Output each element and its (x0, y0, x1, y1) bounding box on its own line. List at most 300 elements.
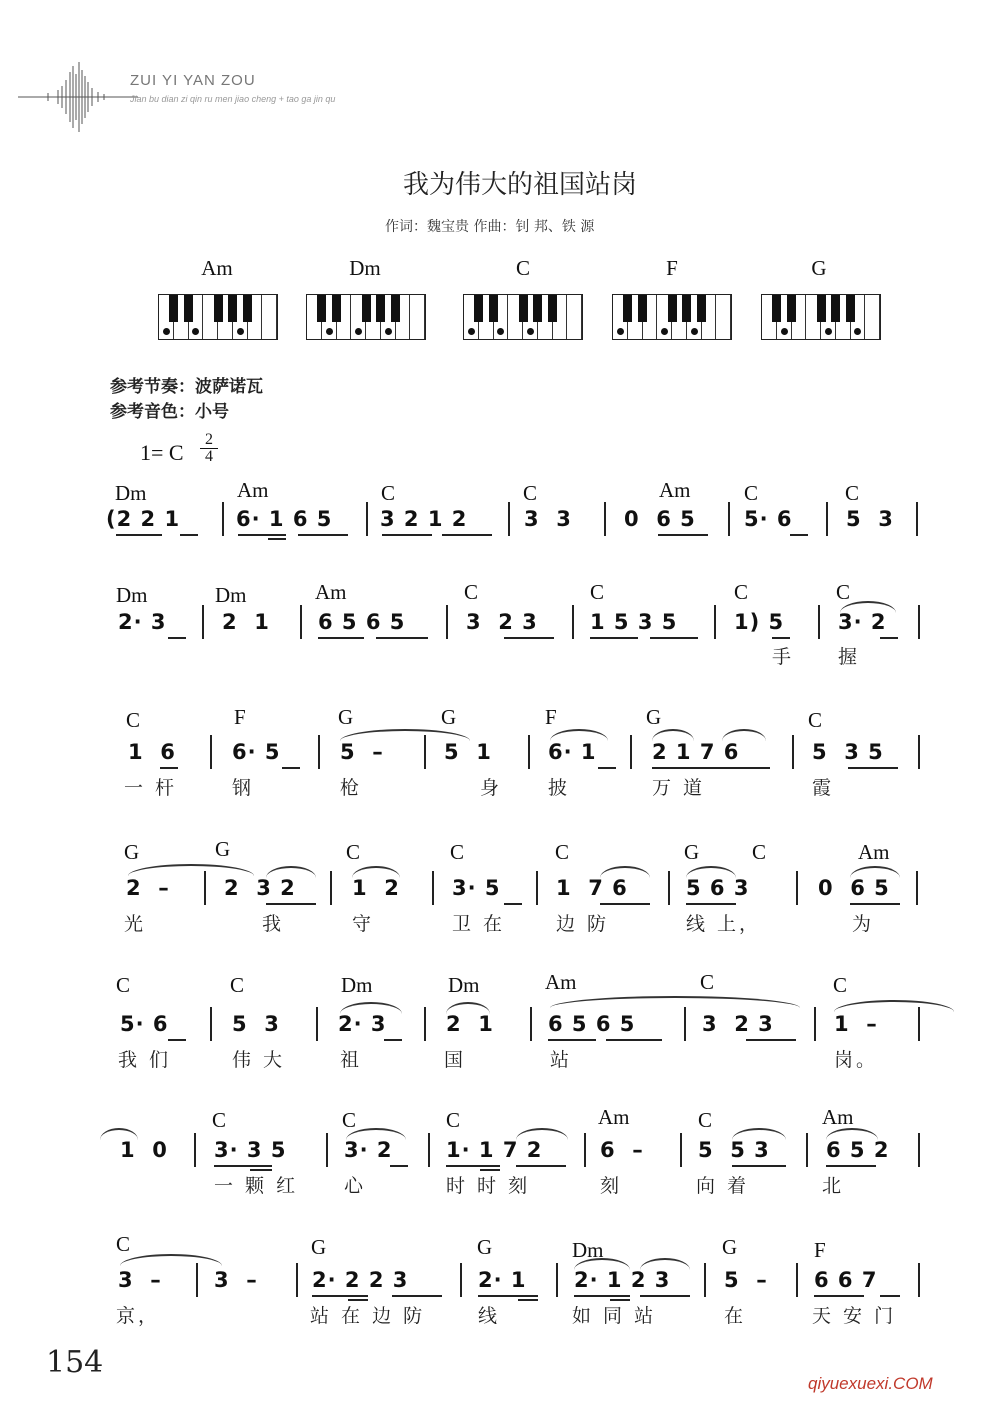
bar-line (684, 1007, 686, 1041)
black-key (668, 295, 677, 322)
keyboard-g-icon (761, 294, 881, 340)
slur-mark (652, 729, 694, 741)
soundwave-logo-icon (18, 62, 138, 132)
measure-notes: 2· 3 (338, 1012, 387, 1036)
measure-notes: 3· 2 (344, 1138, 393, 1162)
black-key (787, 295, 796, 322)
series-title: ZUI YI YAN ZOU (130, 72, 256, 89)
bar-line (210, 1007, 212, 1041)
eighth-beam (266, 903, 316, 905)
chord-symbol: F (234, 705, 246, 729)
lyric: 霞 (812, 777, 835, 799)
eighth-beam (826, 1165, 876, 1167)
chord-tone-dot (527, 328, 534, 335)
chord-symbol: C (342, 1108, 357, 1132)
black-key (548, 295, 557, 322)
meter-top: 2 (205, 431, 213, 448)
bar-line (916, 871, 918, 905)
eighth-beam (686, 903, 736, 905)
chord-name-dm: Dm (349, 256, 381, 280)
black-key (332, 295, 341, 322)
measure-notes: 0 6 5 (624, 507, 696, 531)
eighth-beam (318, 637, 364, 639)
bar-line (326, 1133, 328, 1167)
eighth-beam (880, 637, 898, 639)
eighth-beam (606, 1039, 662, 1041)
lyric: 站 在 边 防 (310, 1305, 426, 1327)
eighth-beam (392, 1295, 442, 1297)
chord-symbol: Am (822, 1105, 854, 1129)
eighth-beam (640, 1295, 690, 1297)
eighth-beam (504, 903, 522, 905)
chord-tone-dot (163, 328, 170, 335)
bar-line (714, 605, 716, 639)
measure-notes: 3 2 3 (702, 1012, 774, 1036)
bar-line (584, 1133, 586, 1167)
chord-symbol: C (744, 481, 759, 505)
bar-line (918, 735, 920, 769)
measure-notes: 2 1 (222, 610, 270, 634)
lyric: 心 (344, 1175, 367, 1197)
lyric: 边 防 (556, 913, 610, 935)
lyric: 万 道 (652, 777, 706, 799)
lyric: 握 (838, 646, 861, 668)
bar-line (918, 1133, 920, 1167)
chord-symbol: Dm (116, 583, 148, 607)
measure-notes: 5 5 3 (698, 1138, 770, 1162)
bar-line (528, 735, 530, 769)
black-key (489, 295, 498, 322)
measure-notes: 5 – (340, 740, 384, 764)
slur-mark (686, 866, 736, 878)
eighth-beam (160, 767, 178, 769)
chord-symbol: Am (598, 1105, 630, 1129)
chord-symbol: Am (237, 478, 269, 502)
measure-notes: 3· 5 (452, 876, 501, 900)
eighth-beam (312, 1295, 368, 1297)
bar-line (826, 502, 828, 536)
black-key (362, 295, 371, 322)
measure-notes: 1 6 (128, 740, 176, 764)
chord-symbol: C (346, 840, 361, 864)
chord-tone-dot (781, 328, 788, 335)
eighth-beam (658, 534, 708, 536)
lyric: 时 时 刻 (446, 1175, 531, 1197)
chord-symbol: Am (315, 580, 347, 604)
lyric: 钢 (232, 777, 255, 799)
bar-line (204, 871, 206, 905)
lyric: 在 (724, 1305, 747, 1327)
bar-line (508, 502, 510, 536)
chord-symbol: Am (858, 840, 890, 864)
measure-notes: 5· 6 (744, 507, 793, 531)
chord-symbol: G (215, 837, 231, 861)
eighth-beam (516, 1165, 566, 1167)
measure-notes: 3· 2 (838, 610, 887, 634)
site-watermark: qiyuexuexi.COM (808, 1374, 933, 1393)
chord-symbol: Am (545, 970, 577, 994)
bar-line (196, 1263, 198, 1297)
lyric: 为 (852, 913, 875, 935)
measure-notes: 2 1 (446, 1012, 494, 1036)
chord-symbol: Dm (115, 481, 147, 505)
lyric: 手 (772, 646, 795, 668)
chord-symbol: C (116, 1232, 131, 1256)
bar-line (630, 735, 632, 769)
chord-symbol: C (590, 580, 605, 604)
slur-mark (550, 729, 608, 741)
chord-symbol: C (845, 481, 860, 505)
chord-symbol: C (833, 973, 848, 997)
bar-line (668, 871, 670, 905)
eighth-beam (298, 534, 348, 536)
eighth-beam (574, 1295, 630, 1297)
black-key (697, 295, 706, 322)
eighth-beam (848, 767, 898, 769)
chord-symbol: C (734, 580, 749, 604)
chord-name-am: Am (201, 256, 233, 280)
measure-notes: 2· 1 (478, 1268, 527, 1292)
slur-mark (550, 996, 800, 1008)
black-key (228, 295, 237, 322)
lyric: 线 上， (686, 913, 762, 935)
chord-symbol: Dm (215, 583, 247, 607)
bar-line (556, 1263, 558, 1297)
key-signature: 1= C (140, 440, 184, 465)
measure-notes: 1 5 3 5 (590, 610, 678, 634)
tie-mark (100, 1128, 138, 1140)
black-key (169, 295, 178, 322)
black-key (214, 295, 223, 322)
bar-line (330, 871, 332, 905)
bar-line (916, 502, 918, 536)
slur-mark (600, 866, 650, 878)
chord-symbol: Dm (448, 973, 480, 997)
measure-notes: 6· 5 (232, 740, 281, 764)
black-key (623, 295, 632, 322)
lyric: 站 (550, 1049, 573, 1071)
lyric: 一 颗 红 (214, 1175, 299, 1197)
chord-tone-dot (617, 328, 624, 335)
lyric: 伟 大 (232, 1049, 286, 1071)
measure-notes: 6 5 2 (826, 1138, 890, 1162)
measure-notes: 3 2 3 (466, 610, 538, 634)
eighth-beam (168, 1039, 186, 1041)
eighth-beam (652, 767, 770, 769)
lyric: 守 (352, 913, 375, 935)
chord-tone-dot (326, 328, 333, 335)
slur-mark (850, 866, 900, 878)
chord-symbol: G (722, 1235, 738, 1259)
measure-notes: 2 1 7 6 (652, 740, 740, 764)
eighth-beam (478, 1295, 538, 1297)
measure-notes: 1 0 (120, 1138, 168, 1162)
tie-mark (120, 1254, 222, 1266)
bar-line (704, 1263, 706, 1297)
eighth-beam (390, 1165, 408, 1167)
bar-line (796, 871, 798, 905)
black-key (772, 295, 781, 322)
bar-line (194, 1133, 196, 1167)
measure-notes: 2· 2 2 3 (312, 1268, 409, 1292)
chord-symbol: C (230, 973, 245, 997)
white-key (410, 295, 425, 339)
measure-notes: 3 – (214, 1268, 258, 1292)
bar-line (318, 735, 320, 769)
measure-notes: 2 – (126, 876, 170, 900)
measure-notes: 2 3 2 (224, 876, 296, 900)
bar-line (460, 1263, 462, 1297)
bar-line (296, 1263, 298, 1297)
bar-line (424, 1007, 426, 1041)
bar-line (918, 1263, 920, 1297)
bar-line (428, 1133, 430, 1167)
reference-tone: 参考音色：小号 (110, 402, 229, 422)
keyboard-c-icon (463, 294, 583, 340)
eighth-beam (548, 1039, 596, 1041)
measure-notes: 5 3 (232, 1012, 280, 1036)
measure-notes: 5 – (724, 1268, 768, 1292)
eighth-beam (850, 903, 900, 905)
chord-tone-dot (825, 328, 832, 335)
bar-line (366, 502, 368, 536)
measure-notes: 6 5 6 5 (318, 610, 406, 634)
reference-rhythm: 参考节奏：波萨诺瓦 (110, 377, 263, 397)
white-key (865, 295, 880, 339)
eighth-beam (376, 637, 428, 639)
chord-symbol: C (836, 580, 851, 604)
lyric: 京， (116, 1305, 161, 1327)
bar-line (446, 605, 448, 639)
bar-line (536, 871, 538, 905)
eighth-beam (504, 637, 554, 639)
slur-mark (732, 1128, 786, 1140)
chord-symbol: C (808, 708, 823, 732)
page-number: 154 (46, 1345, 104, 1380)
bar-line (432, 871, 434, 905)
chord-symbol: Dm (572, 1238, 604, 1262)
bar-line (814, 1007, 816, 1041)
chord-symbol: C (523, 481, 538, 505)
measure-notes: 2· 3 (118, 610, 167, 634)
black-key (243, 295, 252, 322)
slur-mark (446, 1002, 490, 1014)
lyric: 枪 (340, 777, 363, 799)
chord-symbol: F (814, 1238, 826, 1262)
lyric: 北 (822, 1175, 845, 1197)
chord-tone-dot (385, 328, 392, 335)
measure-notes: 1 – (834, 1012, 878, 1036)
lyric: 一 杆 (124, 777, 178, 799)
eighth-beam (790, 534, 808, 536)
chord-symbol: C (446, 1108, 461, 1132)
tie-mark (340, 729, 470, 741)
measure-notes: 1· 1 7 2 (446, 1138, 543, 1162)
chord-tone-dot (237, 328, 244, 335)
eighth-beam (168, 637, 186, 639)
sixteenth-beam (268, 538, 286, 540)
black-key (831, 295, 840, 322)
eighth-beam (746, 1039, 796, 1041)
black-key (474, 295, 483, 322)
bar-line (210, 735, 212, 769)
black-key (184, 295, 193, 322)
keyboard-dm-icon (306, 294, 426, 340)
bar-line (530, 1007, 532, 1041)
lyric: 刻 (600, 1175, 623, 1197)
lyric: 我 (262, 913, 285, 935)
measure-notes: 1 2 (352, 876, 400, 900)
chord-symbol: G (441, 705, 457, 729)
measure-notes: 5 6 3 (686, 876, 750, 900)
chord-symbol: C (116, 973, 131, 997)
bar-line (918, 1007, 920, 1041)
chord-symbol: G (477, 1235, 493, 1259)
bar-line (796, 1263, 798, 1297)
measure-notes: 5 3 (846, 507, 894, 531)
slur-mark (516, 1128, 568, 1140)
eighth-beam (238, 534, 286, 536)
measure-notes: 5 1 (444, 740, 492, 764)
lyric: 卫 在 (452, 913, 506, 935)
lyric: 天 安 门 (812, 1305, 897, 1327)
bar-line (792, 735, 794, 769)
slur-mark (340, 1002, 402, 1014)
black-key (533, 295, 542, 322)
chord-symbol: C (555, 840, 570, 864)
bar-line (572, 605, 574, 639)
bar-line (300, 605, 302, 639)
slur-mark (640, 1258, 690, 1270)
lyric: 线 (478, 1305, 501, 1327)
eighth-beam (282, 767, 300, 769)
bar-line (604, 502, 606, 536)
measure-notes: 0 6 5 (818, 876, 890, 900)
bar-line (728, 502, 730, 536)
lyric: 祖 (340, 1049, 363, 1071)
measure-notes: (2 2 1 (106, 507, 181, 531)
measure-notes: 3 3 (524, 507, 572, 531)
chord-name-c: C (515, 256, 530, 280)
chord-symbol: C (450, 840, 465, 864)
measure-notes: 3 – (118, 1268, 162, 1292)
chord-symbol: C (752, 840, 767, 864)
black-key (817, 295, 826, 322)
bar-line (222, 502, 224, 536)
chord-symbol: G (311, 1235, 327, 1259)
measure-notes: 1 7 6 (556, 876, 628, 900)
chord-name-g: G (811, 256, 827, 280)
black-key (682, 295, 691, 322)
chord-symbol: C (212, 1108, 227, 1132)
chord-symbol: C (464, 580, 479, 604)
lyric: 岗。 (834, 1049, 879, 1071)
bar-line (806, 1133, 808, 1167)
measure-notes: 6· 1 (548, 740, 597, 764)
white-key (716, 295, 731, 339)
tie-mark (128, 864, 254, 876)
eighth-beam (384, 1039, 402, 1041)
eighth-beam (180, 534, 198, 536)
meter-bottom: 4 (200, 448, 218, 465)
chord-symbol: G (338, 705, 354, 729)
song-title: 我为伟大的祖国站岗 (402, 170, 637, 200)
lyric: 向 着 (696, 1175, 750, 1197)
lyric: 如 同 站 (572, 1305, 657, 1327)
eighth-beam (598, 767, 616, 769)
black-key (519, 295, 528, 322)
chord-symbol: G (124, 840, 140, 864)
chord-symbol: C (126, 708, 141, 732)
chord-tone-dot (468, 328, 475, 335)
black-key (638, 295, 647, 322)
eighth-beam (732, 1165, 786, 1167)
lyric: 国 (444, 1049, 467, 1071)
black-key (391, 295, 400, 322)
eighth-beam (600, 903, 650, 905)
lyric: 身 (480, 777, 503, 799)
measure-notes: 5 3 5 (812, 740, 884, 764)
chord-symbol: F (545, 705, 557, 729)
white-key (567, 295, 582, 339)
measure-notes: 6 5 6 5 (548, 1012, 636, 1036)
keyboard-f-icon (612, 294, 732, 340)
measure-notes: 6 6 7 (814, 1268, 878, 1292)
measure-notes: 6· 1 6 5 (236, 507, 333, 531)
chord-symbol: Am (659, 478, 691, 502)
chord-name-f: F (666, 256, 678, 280)
sixteenth-beam (518, 1299, 538, 1301)
tie-mark (834, 1000, 954, 1012)
chord-symbol: C (700, 970, 715, 994)
measure-notes: 2· 1 2 3 (574, 1268, 671, 1292)
song-credits: 作词：魏宝贵 作曲：钊 邦、铁 源 (385, 219, 595, 235)
bar-line (316, 1007, 318, 1041)
series-subtitle: Jian bu dian zi qin ru men jiao cheng + tao ga jin qu (130, 94, 336, 104)
lyric: 我 们 (118, 1049, 172, 1071)
chord-symbol: Dm (341, 973, 373, 997)
eighth-beam (214, 1165, 272, 1167)
chord-tone-dot (691, 328, 698, 335)
eighth-beam (880, 1295, 900, 1297)
black-key (376, 295, 385, 322)
eighth-beam (814, 1295, 864, 1297)
lyric: 光 (124, 913, 147, 935)
measure-notes: 3 2 1 2 (380, 507, 468, 531)
chord-symbol: C (698, 1108, 713, 1132)
slur-mark (352, 866, 400, 878)
chord-symbol: C (381, 481, 396, 505)
bar-line (918, 605, 920, 639)
measure-notes: 3· 3 5 (214, 1138, 287, 1162)
eighth-beam (116, 534, 162, 536)
slur-mark (266, 866, 316, 878)
eighth-beam (382, 534, 432, 536)
measure-notes: 1) 5 (734, 610, 785, 634)
eighth-beam (442, 534, 492, 536)
bar-line (818, 605, 820, 639)
black-key (317, 295, 326, 322)
measure-notes: 5· 6 (120, 1012, 169, 1036)
chord-symbol: G (684, 840, 700, 864)
eighth-beam (772, 637, 790, 639)
bar-line (680, 1133, 682, 1167)
slur-mark (722, 729, 766, 741)
white-key (262, 295, 277, 339)
black-key (846, 295, 855, 322)
lyric: 披 (548, 777, 571, 799)
eighth-beam (590, 637, 638, 639)
